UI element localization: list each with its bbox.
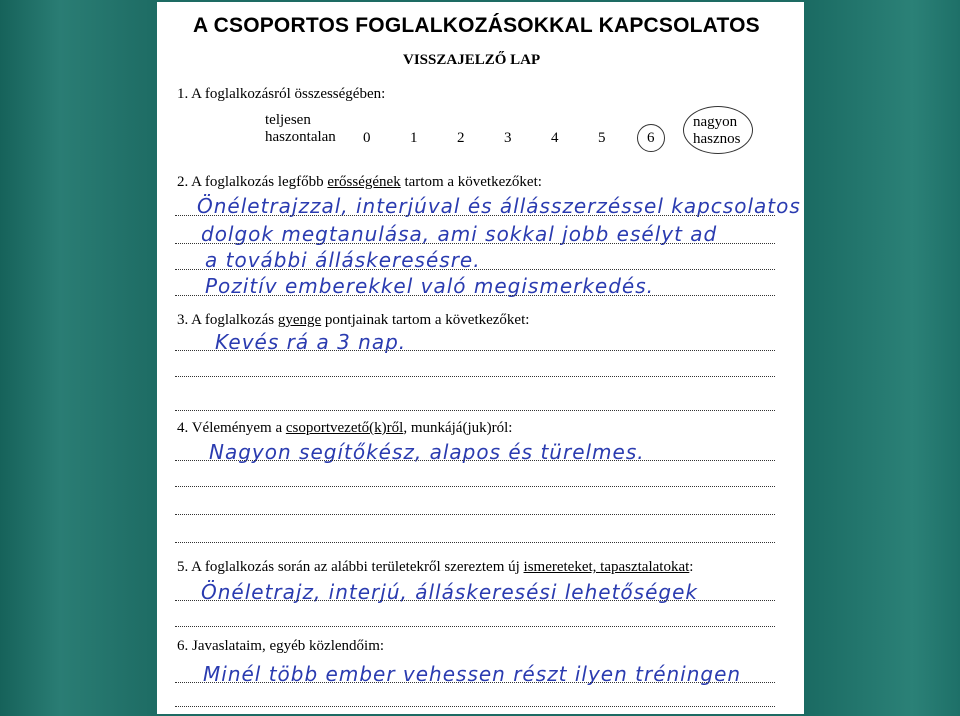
answer-line [175, 350, 775, 351]
question-2-label [177, 174, 542, 191]
question-5-underlined: ismereteket, tapasztalatokat [523, 559, 690, 575]
scale-low-line-1: teljesen [265, 112, 311, 128]
question-4-text-b: , munkájá(juk)ról: [403, 420, 513, 436]
question-2-text-a: 2. A foglalkozás legfőbb [177, 174, 328, 190]
answer-line [175, 706, 775, 707]
question-6-label: 6. Javaslataim, egyéb közlendőim: [177, 638, 385, 654]
question-3-text-a: 3. A foglalkozás [177, 312, 278, 328]
question-3-text-b: pontjainak tartom a következőket: [321, 312, 530, 328]
scale-low-label [265, 112, 336, 146]
high-label-circle [683, 106, 753, 154]
question-6-answer-1: Minél több ember vehessen részt ilyen tréningen [203, 662, 742, 686]
question-5-text-b: : [689, 559, 694, 575]
question-3-label [177, 312, 529, 329]
scale-option-3: 3 [504, 130, 512, 146]
question-4-label [177, 420, 512, 437]
question-3-answer-1: Kevés rá a 3 nap. [215, 330, 407, 354]
form-subtitle: VISSZAJELZŐ LAP [403, 52, 541, 68]
question-2-underlined: erősségének [327, 174, 401, 190]
question-2-answer-1: Önéletrajzzal, interjúval és állásszerzéssel kapcsolatos [197, 194, 801, 218]
answer-line [175, 215, 775, 216]
question-2-answer-3: a további álláskeresésre. [205, 248, 481, 272]
selected-option-circle [637, 124, 665, 152]
question-4-underlined: csoportvezető(k)ről [285, 420, 404, 436]
question-2-text-b: tartom a következőket: [400, 174, 542, 190]
scale-high-line-2: hasznos [693, 131, 741, 147]
question-3-underlined: gyenge [277, 312, 322, 328]
question-2-answer-2: dolgok megtanulása, ami sokkal jobb esélyt ad [201, 222, 718, 246]
scale-option-0: 0 [363, 130, 371, 146]
answer-line [175, 269, 775, 270]
answer-line [175, 376, 775, 377]
question-5-text-a: 5. A foglalkozás során az alábbi területekről szereztem új [177, 559, 524, 575]
feedback-sheet [157, 2, 804, 714]
answer-line [175, 295, 775, 296]
scale-option-5: 5 [598, 130, 606, 146]
answer-line [175, 243, 775, 244]
answer-line [175, 486, 775, 487]
scale-option-6: 6 [647, 130, 655, 146]
answer-line [175, 600, 775, 601]
question-4-answer-1: Nagyon segítőkész, alapos és türelmes. [209, 440, 645, 464]
page-title: A CSOPORTOS FOGLALKOZÁSOKKAL KAPCSOLATOS [193, 14, 760, 37]
scale-option-2: 2 [457, 130, 465, 146]
scale-high-line-1: nagyon [693, 114, 738, 130]
answer-line [175, 542, 775, 543]
answer-line [175, 626, 775, 627]
scale-low-line-2: haszontalan [265, 129, 336, 145]
scale-option-4: 4 [551, 130, 559, 146]
question-2-answer-4: Pozitív emberekkel való megismerkedés. [205, 274, 655, 298]
question-5-label [177, 559, 693, 576]
slide-background-right [802, 0, 960, 716]
question-5-answer-1: Önéletrajz, interjú, álláskeresési lehetőségek [201, 580, 698, 604]
answer-line [175, 460, 775, 461]
scale-option-1: 1 [410, 130, 418, 146]
question-4-text-a: 4. Véleményem a [177, 420, 286, 436]
answer-line [175, 514, 775, 515]
answer-line [175, 682, 775, 683]
question-1-label: 1. A foglalkozásról összességében: [177, 86, 386, 102]
answer-line [175, 410, 775, 411]
